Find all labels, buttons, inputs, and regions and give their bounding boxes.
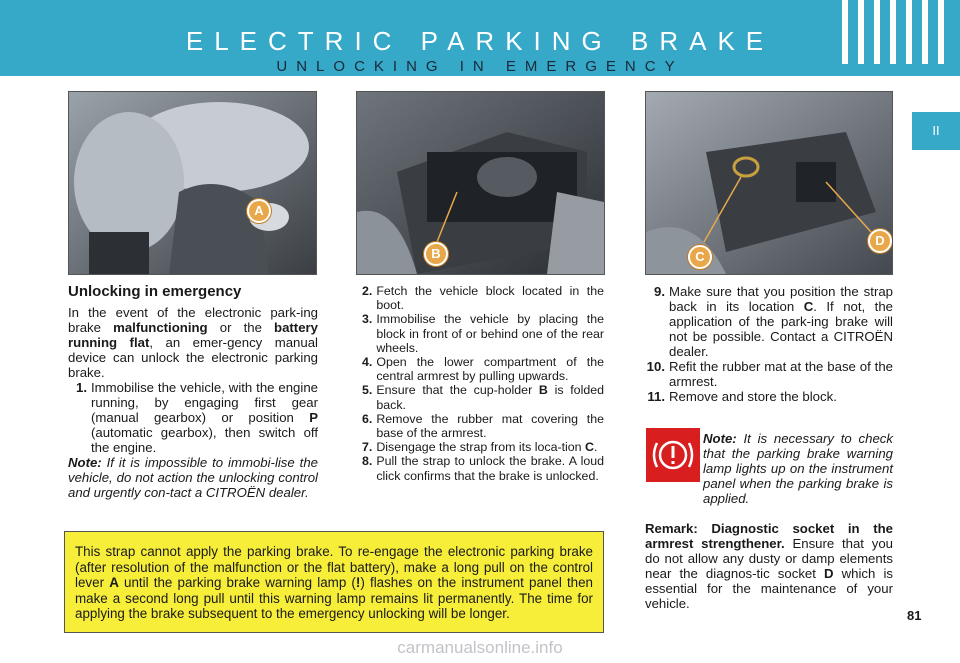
step-3: 3. Immobilise the vehicle by placing the block in front of or behind one of the rear wheels. <box>362 312 604 355</box>
step-8: 8. Pull the strap to unlock the brake. A loud click confirms that the brake is unlocked. <box>362 454 604 483</box>
step-7: 7. Disengage the strap from its loca-tion C. <box>362 440 598 455</box>
label-b: B <box>424 242 448 266</box>
note-left: Note: If it is impossible to immobi-lise the vehicle, do not action the unlocking control and urgently con-tact a CITROËN dealer. <box>68 455 318 500</box>
photo-strap-location <box>645 91 893 275</box>
label-c: C <box>688 245 712 269</box>
watermark: carmanualsonline.info <box>397 638 563 657</box>
intro-paragraph: In the event of the electronic park-ing brake malfunctioning or the battery running flat, an emer-gency manual device can unlock the electronic parking brake. <box>68 305 318 380</box>
right-column <box>645 284 893 404</box>
warning-box: This strap cannot apply the parking brake. To re-engage the electronic parking brake (after resolution of the malfunction or the flat battery), make a long pull on the control lever A until the parking brake warning lamp (!) flashes on the instrument panel then make a second long pull until this warning lamp remains lit permanently. The time for applying the brake subsequent to the emergency unlocking will be longer. <box>64 531 604 633</box>
step-1: 1. Immobilise the vehicle, with the engine running, by engaging first gear (manual gearbox) or position P (automatic gearbox), then switch off the engine. <box>76 380 318 455</box>
step-11: 11. Remove and store the block. <box>647 389 837 404</box>
parking-brake-warning-icon <box>646 428 700 482</box>
label-a: A <box>247 199 271 223</box>
step-2: 2. Fetch the vehicle block located in the boot. <box>362 284 604 313</box>
label-d: D <box>868 229 892 253</box>
step-6: 6. Remove the rubber mat covering the base of the armrest. <box>362 411 604 441</box>
step-10: 10. Refit the rubber mat at the base of the armrest. <box>646 359 893 389</box>
page-number: 81 <box>907 608 922 623</box>
middle-column <box>362 284 604 483</box>
note-right: Note: It is necessary to check that the parking brake warning lamp lights up on the instrument panel when the parking brake is applied. <box>703 431 893 506</box>
chapter-tab: II <box>912 112 960 150</box>
photo-armrest-compartment <box>356 91 605 275</box>
step-9: 9. Make sure that you position the strap back in its location C. If not, the application of the park-ing brake will not be possible. Contact a CITROËN dealer. <box>654 284 894 359</box>
remark-paragraph: Remark: Diagnostic socket in the armrest strengthener. Ensure that you do not allow any dusty or damp elements near the diagnos-tic socket D which is essential for the maintenance of your vehicle. <box>645 521 893 611</box>
page-subtitle: UNLOCKING IN EMERGENCY <box>276 58 684 75</box>
left-column <box>68 284 318 500</box>
step-5: 5. Ensure that the cup-holder B is folded back. <box>362 383 604 412</box>
page-title: ELECTRIC PARKING BRAKE <box>185 26 775 56</box>
step-4: 4. Open the lower compartment of the central armrest by pulling upwards. <box>362 355 604 384</box>
photo-gear-lever <box>68 91 317 275</box>
section-heading: Unlocking in emergency <box>68 283 242 300</box>
